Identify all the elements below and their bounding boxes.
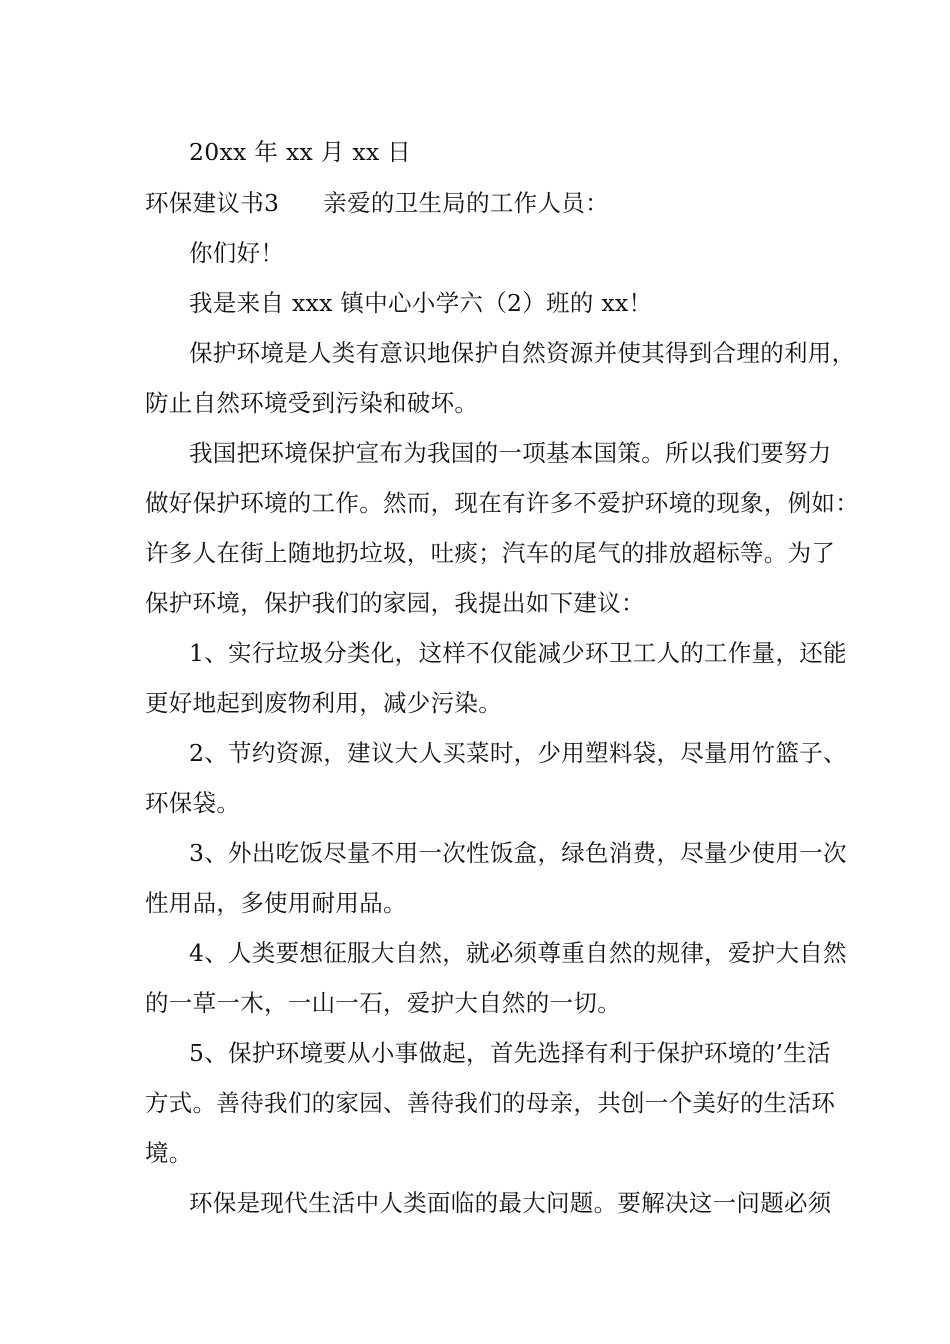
suggestion-2-line: 2、节约资源，建议大人买菜时，少用塑料袋，尽量用竹篮子、 [189,739,847,767]
paragraph-line: 防止自然环境受到污染和破坏。 [145,389,479,417]
paragraph-line: 许多人在街上随地扔垃圾，吐痰；汽车的尾气的排放超标等。为了 [145,539,836,567]
suggestion-5-line: 方式。善待我们的家园、善待我们的母亲，共创一个美好的生活环 [145,1089,836,1117]
paragraph-line: 我国把环境保护宣布为我国的一项基本国策。所以我们要努力 [189,439,832,467]
suggestion-2-line: 环保袋。 [145,789,241,817]
letter-title: 环保建议书3 [145,189,280,217]
closing-paragraph-line: 环保是现代生活中人类面临的最大问题。要解决这一问题必须 [189,1189,832,1217]
suggestion-1-line: 更好地起到废物利用，减少污染。 [145,689,502,717]
suggestion-5-line: 5、保护环境要从小事做起，首先选择有利于保护环境的’生活 [189,1039,831,1067]
suggestion-3-line: 性用品，多使用耐用品。 [145,889,407,917]
heading-line [145,188,815,218]
suggestion-4-line: 的一草一木，一山一石，爱护大自然的一切。 [145,989,621,1017]
suggestion-4-line: 4、人类要想征服大自然，就必须尊重自然的规律，爱护大自然 [189,939,847,967]
paragraph-line: 做好保护环境的工作。然而，现在有许多不爱护环境的现象，例如： [145,489,859,517]
paragraph-line: 保护环境，保护我们的家园，我提出如下建议： [145,589,645,617]
suggestion-3-line: 3、外出吃饭尽量不用一次性饭盒，绿色消费，尽量少使用一次 [189,839,847,867]
intro-paragraph: 我是来自 xxx 镇中心小学六（2）班的 xx！ [189,289,653,317]
suggestion-1-line: 1、实行垃圾分类化，这样不仅能减少环卫工人的工作量，还能 [189,639,847,667]
paragraph-line: 保护环境是人类有意识地保护自然资源并使其得到合理的利用， [189,339,856,367]
letter-salutation: 亲爱的卫生局的工作人员： [323,189,609,217]
suggestion-5-line: 境。 [145,1139,193,1167]
greeting: 你们好！ [189,239,285,267]
letter-date: 20xx 年 xx 月 xx 日 [189,138,412,166]
